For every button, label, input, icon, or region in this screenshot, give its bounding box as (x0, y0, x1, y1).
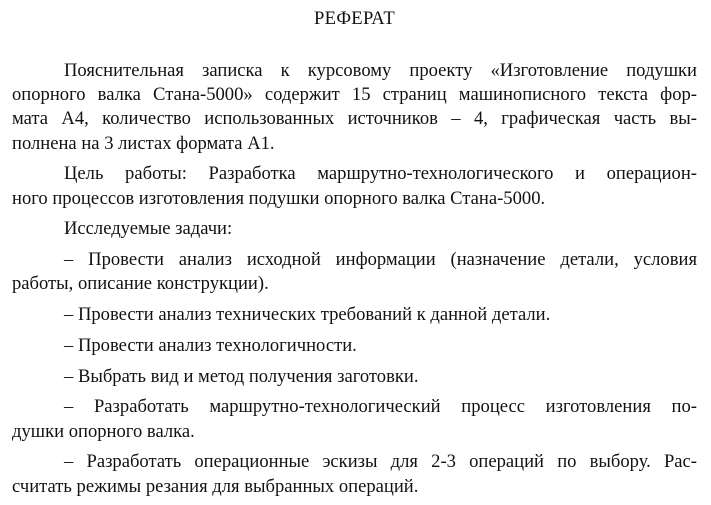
paragraph-line: – Разработать маршрутно-технологический процесс изготовления по- (64, 396, 697, 418)
paragraph (12, 395, 697, 443)
paragraph-line: Пояснительная записка к курсовому проекту «Изготовление подушки (64, 60, 697, 81)
document-title: РЕФЕРАТ (314, 8, 395, 29)
paragraph (12, 334, 697, 358)
title-spacer (12, 34, 697, 59)
paragraph (12, 59, 697, 156)
paragraph-line: работы, описание конструкции). (12, 273, 269, 295)
paragraph-line: – Провести анализ исходной информации (назначение детали, условия (64, 249, 697, 271)
document-page (12, 0, 697, 505)
paragraph-line: – Разработать операционные эскизы для 2-3 операций по выбору. Рас- (64, 451, 697, 473)
paragraph-line: Исследуемые задачи: (64, 218, 233, 240)
paragraph (12, 303, 697, 327)
paragraph (12, 162, 697, 210)
paragraph (12, 248, 697, 296)
paragraph-line: ного процессов изготовления подушки опорного валка Стана-5000. (12, 187, 546, 209)
paragraph-line: мата А4, количество использованных источников – 4, графическая часть вы- (12, 108, 697, 130)
paragraph (12, 365, 697, 389)
paragraph-line: полнена на 3 листах формата А1. (12, 132, 275, 154)
paragraph (12, 450, 697, 498)
paragraph (12, 217, 697, 241)
document-body (12, 59, 697, 499)
paragraph-line: – Выбрать вид и метод получения заготовки. (64, 365, 419, 387)
paragraph-line: – Провести анализ технологичности. (64, 334, 357, 356)
paragraph-line: считать режимы резания для выбранных операций. (12, 475, 419, 497)
paragraph-line: душки опорного валка. (12, 420, 195, 442)
paragraph-line: – Провести анализ технических требований к данной детали. (64, 304, 551, 326)
paragraph-line: Цель работы: Разработка маршрутно-технологического и операцион- (64, 163, 697, 185)
paragraph-line: опорного валка Стана-5000» содержит 15 страниц машинописного текста фор- (12, 84, 697, 106)
